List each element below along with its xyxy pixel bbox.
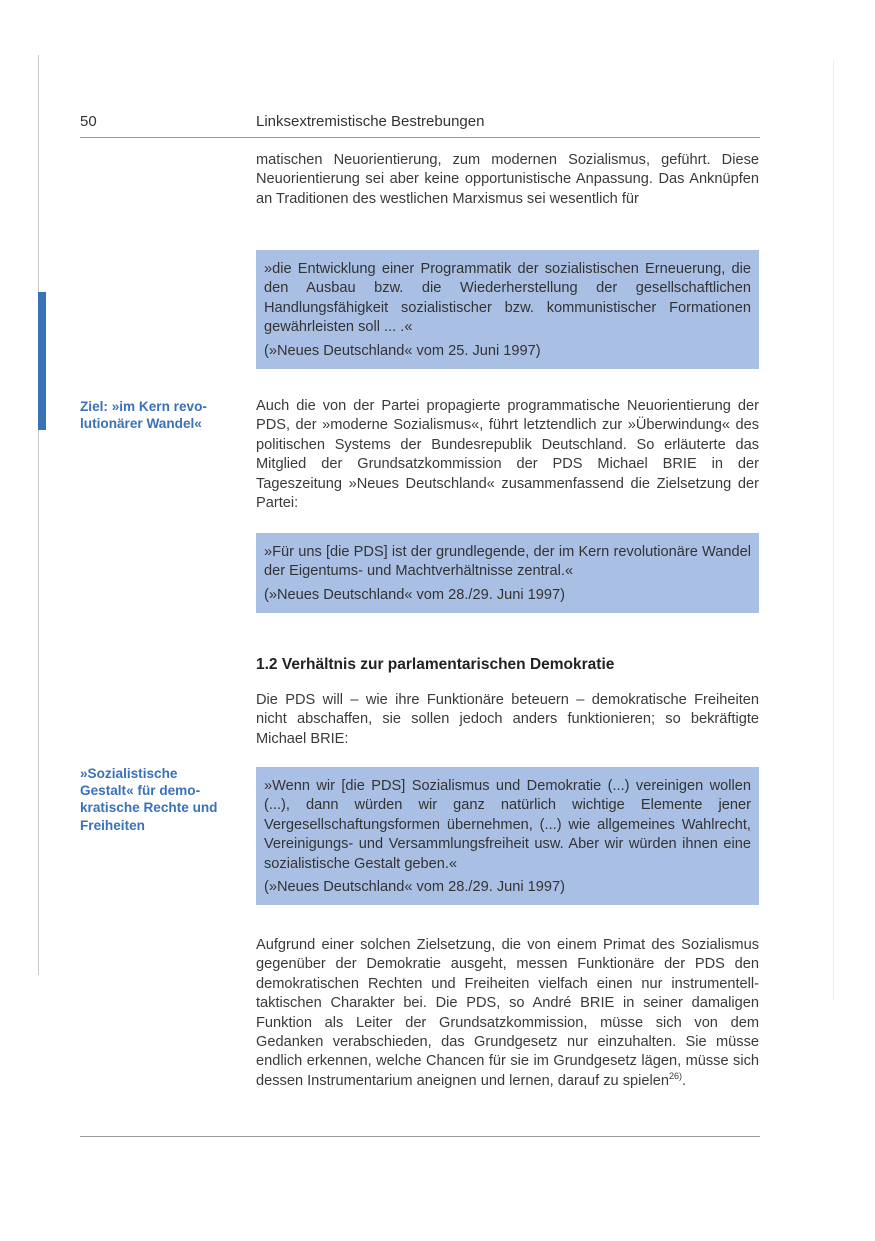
- page-number: 50: [80, 113, 97, 130]
- quote-text: »Für uns [die PDS] ist der grundlegende, der im Kern revolutionäre Wandel der Eigentums- und Machtverhältnisse zentral.«: [264, 544, 751, 580]
- quote-text: »die Entwicklung einer Programmatik der sozialistischen Erneuerung, die den Ausbau bzw. die Wiederherstellung der gesellschaftlichen Handlungsfähigkeit sozialistischer bzw. kommunistischer Formationen gewährleisten soll ... .«: [264, 261, 751, 336]
- margin-note-sozialistische-gestalt: »Sozialistische Gestalt« für demo-kratische Rechte und Freiheiten: [80, 766, 218, 833]
- quote-text: »Wenn wir [die PDS] Sozialismus und Demokratie (...) vereinigen wollen (...), dann würden wir ganz natürlich wichtige Elemente jener Vergesellschaftungsformen übernehmen, (...) wie allgemeines Wahlrecht, Vereinigungs- und Versammlungsfreiheit usw. Aber wir würden ihnen eine sozialistische Gestalt geben.«: [264, 778, 751, 872]
- scan-edge-left: [38, 55, 39, 975]
- chapter-tab-marker: [38, 292, 46, 430]
- paragraph-4: [256, 936, 759, 1091]
- paragraph-4-text: Aufgrund einer solchen Zielsetzung, die von einem Primat des Sozialismus gegenüber der Demokratie ausgeht, messen Funktionäre der PDS den demokratischen Rechten und Freiheiten vielfach einen nur instrumentell-taktischen Charakter bei. Die PDS, so André BRIE in seiner damaligen Funktion als Leiter der Grundsatzkommission, müsse sich von dem Gedanken verabschieden, das Grundgesetz nur einzuhalten. Sie müsse endlich erkennen, welche Chancen für sie im Grundgesetz lägen, müsse sich dessen Instrumentarium aneignen und lernen, darauf zu spielen: [256, 937, 759, 1089]
- footnote-reference[interactable]: 26): [668, 1070, 682, 1081]
- section-heading: 1.2 Verhältnis zur parlamentarischen Demokratie: [256, 656, 615, 673]
- quote-block-2: [256, 533, 759, 613]
- footer-divider: [80, 1136, 760, 1137]
- quote-source: (»Neues Deutschland« vom 25. Juni 1997): [264, 342, 541, 359]
- paragraph-1: matischen Neuorientierung, zum modernen Sozialismus, geführt. Diese Neuorientierung sei aber keine opportunistische Anpassung. Das Anknüpfen an Traditionen des westlichen Marxismus sei wesentlich für: [256, 152, 759, 207]
- header-divider: [80, 137, 760, 138]
- paragraph-3: Die PDS will – wie ihre Funktionäre beteuern – demokratische Freiheiten nicht abschaffen, sie sollen jedoch anders funktionieren; so bekräftigte Michael BRIE:: [256, 692, 759, 747]
- margin-note-ziel: Ziel: »im Kern revo-lutionärer Wandel«: [80, 399, 207, 432]
- paragraph-4-end: .: [681, 1072, 687, 1089]
- paragraph-2: Auch die von der Partei propagierte programmatische Neuorientierung der PDS, der »moderne Sozialismus«, führt letztendlich zur »Überwindung« des politischen Systems der Bundesrepublik Deutschland. So erläuterte das Mitglied der Grundsatzkommission der PDS Michael BRIE in der Tageszeitung »Neues Deutschland« zusammenfassend die Zielsetzung der Partei:: [256, 398, 759, 512]
- scan-edge-right: [833, 60, 834, 1000]
- running-title: Linksextremistische Bestrebungen: [256, 113, 485, 130]
- quote-source: (»Neues Deutschland« vom 28./29. Juni 1997): [264, 586, 565, 603]
- quote-block-3: [256, 767, 759, 905]
- quote-source: (»Neues Deutschland« vom 28./29. Juni 1997): [264, 879, 565, 896]
- quote-block-1: [256, 250, 759, 369]
